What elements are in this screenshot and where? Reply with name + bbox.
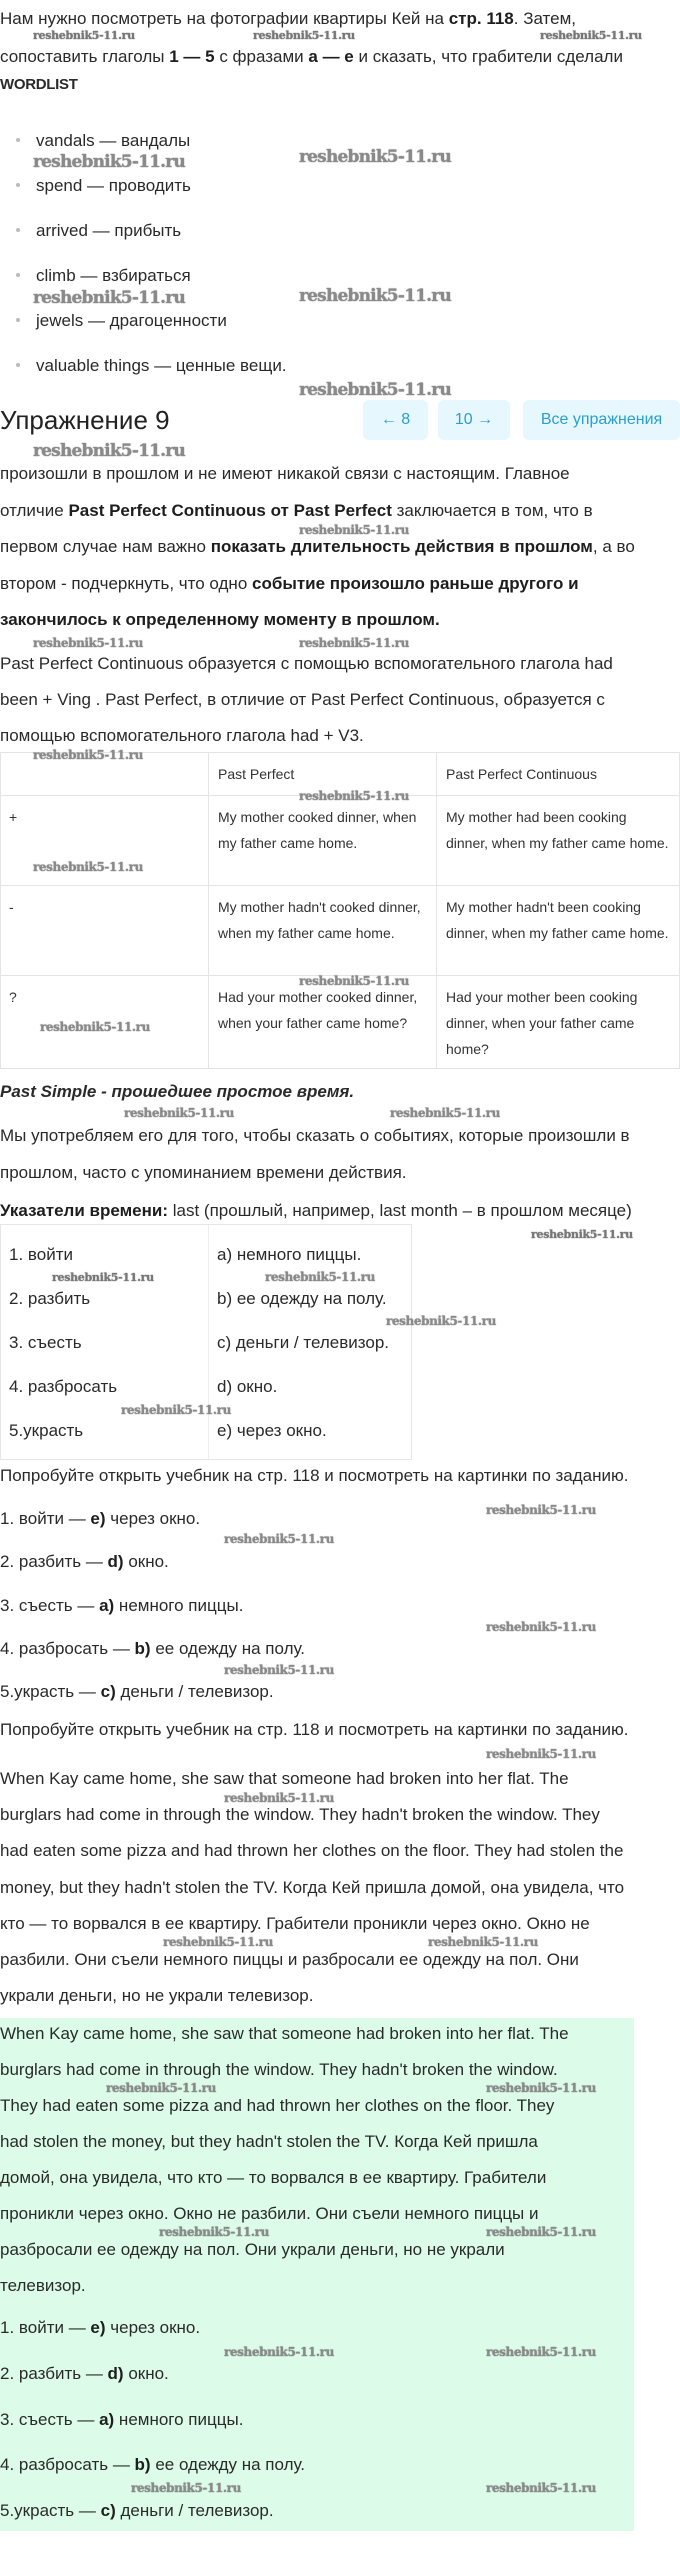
watermark: reshebnik5-11.ru [299,789,409,803]
text-segment: had eaten some pizza and had thrown her clothes on the floor. They had stolen the [0,1841,624,1861]
word-text: spend — проводить [36,176,191,195]
verb: 4. разбросать [9,1377,118,1396]
watermark: reshebnik5-11.ru [390,1106,500,1120]
answer-story-text [0,2016,569,2304]
bold-text: a) [99,1595,115,1615]
text-segment: немного пиццы. [114,1595,244,1615]
watermark: reshebnik5-11.ru [33,441,185,461]
bold-text: 1 — 5 [169,47,215,66]
watermark: reshebnik5-11.ru [253,29,355,42]
text-segment: через окно. [105,1509,201,1528]
text-segment: окно. [123,1552,169,1572]
word-item [0,343,287,388]
watermark: reshebnik5-11.ru [265,1270,375,1284]
text-line [0,2196,569,2232]
bold-text: a) [99,2409,115,2429]
text-segment: When Kay came home, she saw that someone had broken into her flat. The [0,1769,569,1788]
tense-formation [0,646,613,754]
text-segment: и сказать, что грабители сделали [353,47,623,66]
time-markers-line [0,1199,632,1223]
text-segment: had stolen the money, but they hadn't stolen the TV. Когда Кей пришла [0,2132,538,2151]
watermark: reshebnik5-11.ru [106,2081,216,2095]
text-segment: первом случае нам важно [0,537,211,557]
text-segment: 5.украсть — [0,2501,101,2521]
text-segment: 1. войти — [0,2318,91,2337]
phrase: c) деньги / телевизор. [217,1333,389,1352]
text-segment: Мы употребляем его для того, чтобы сказать о событиях, которые произошли в [0,1126,630,1145]
prev-exercise-button[interactable]: ← 8 [363,400,428,440]
text-line [0,2160,569,2196]
bold-text: e) [90,1509,106,1528]
text-segment: с фразами [214,47,309,66]
watermark: reshebnik5-11.ru [33,29,135,42]
table-cell: + [1,796,209,886]
watermark: reshebnik5-11.ru [124,1106,234,1120]
word-text: climb — взбираться [36,266,191,285]
watermark: reshebnik5-11.ru [224,1532,334,1546]
watermark: reshebnik5-11.ru [33,860,143,874]
text-segment: украли деньги, но не украли телевизор. [0,1986,314,2006]
text-segment: When Kay came home, she saw that someone had broken into her flat. The [0,2024,569,2043]
text-segment: last (прошлый, например, last month – в прошлом месяце) [168,1201,632,1220]
watermark: reshebnik5-11.ru [33,748,143,762]
text-line [0,1117,630,1154]
text-line [0,2088,569,2124]
text-segment: проникли через окно. Окно не разбили. Они съели немного пиццы и [0,2204,539,2223]
watermark: reshebnik5-11.ru [486,1620,596,1634]
text-line [0,456,635,493]
text-segment: деньги / телевизор. [115,1682,274,1702]
text-segment: отличие [0,500,69,520]
text-segment: окно. [123,2363,169,2383]
bold-text: стр. 118 [448,9,514,28]
watermark: reshebnik5-11.ru [52,1271,154,1284]
table-cell: Had your mother cooked dinner, when your father came home? [209,976,437,1069]
phrase: e) через окно. [217,1421,327,1440]
watermark: reshebnik5-11.ru [163,1935,273,1949]
bullet-icon [16,228,20,232]
bold-text: c) [100,2501,116,2521]
text-line [0,1870,624,1906]
text-line [0,1154,630,1191]
text-line [0,2124,569,2160]
watermark: reshebnik5-11.ru [486,2225,596,2239]
bold-text: Указатели времени: [0,1201,169,1220]
bold-text: закончилось к определенному моменту в прошлом. [0,610,440,630]
watermark: reshebnik5-11.ru [299,380,451,400]
watermark: reshebnik5-11.ru [428,1935,538,1949]
watermark: reshebnik5-11.ru [121,1403,231,1417]
word-text: vandals — вандалы [36,131,191,150]
text-segment: 2. разбить — [0,1552,108,1572]
bold-text: d) [107,1552,124,1572]
table-cell: My mother hadn't been cooking dinner, when my father came home. [437,886,680,976]
text-segment: прошлом, часто с упоминанием времени действия. [0,1163,407,1182]
text-segment: ее одежду на полу. [150,2455,306,2475]
text-segment: разбили. Они съели немного пиццы и разбросали ее одежду на пол. Они [0,1950,579,1970]
watermark: reshebnik5-11.ru [386,1314,496,1328]
match-row [1,1321,411,1365]
text-line [0,682,613,718]
text-segment: ее одежду на полу. [150,1638,306,1658]
text-line [0,566,635,603]
answer-list [0,2305,305,2534]
watermark: reshebnik5-11.ru [299,636,409,650]
text-line [0,38,623,76]
text-segment: кто — то ворвался в ее квартиру. Грабители проникли через окно. Окно не [0,1913,590,1933]
bold-text: показать длительность действия в прошлом [210,537,593,557]
bullet-icon [16,318,20,322]
bold-text: e) [90,2318,106,2337]
word-text: valuable things — ценные вещи. [36,356,287,375]
watermark: reshebnik5-11.ru [299,286,451,306]
watermark: reshebnik5-11.ru [540,29,642,42]
text-line [0,1978,624,2014]
text-line [0,646,613,682]
text-segment: 4. разбросать — [0,2455,135,2475]
table-cell: - [1,886,209,976]
bold-text: b) [134,1638,151,1658]
table-header-cell: Past Perfect Continuous [437,753,680,796]
verb: 3. съесть [9,1333,82,1352]
tense-explanation [0,456,635,639]
bold-text: событие произошло раньше другого и [252,573,579,593]
text-segment: немного пиццы. [114,2409,244,2429]
watermark: reshebnik5-11.ru [299,523,409,537]
bold-text: d) [107,2363,124,2383]
text-line [0,2268,569,2304]
word-item [0,208,287,253]
text-segment: разбросали ее одежду на пол. Они украли деньги, но не украли [0,2240,505,2259]
text-line [0,1540,305,1583]
watermark: reshebnik5-11.ru [486,1503,596,1517]
textbook-hint: Попробуйте открыть учебник на стр. 118 и посмотреть на картинки по заданию. [0,1466,629,1485]
bold-text: b) [134,2455,151,2475]
bold-text: c) [100,1682,116,1702]
bold-text: Past Perfect Continuous от Past Perfect [68,500,392,520]
text-segment: деньги / телевизор. [115,2501,274,2521]
table-header-cell: Past Perfect [209,753,437,796]
table-cell: My mother hadn't cooked dinner, when my father came home. [209,886,437,976]
watermark: reshebnik5-11.ru [224,2345,334,2359]
watermark: reshebnik5-11.ru [531,1228,633,1241]
text-segment: Нам нужно посмотреть на фотографии квартиры Кей на [0,9,449,28]
text-segment: 3. съесть — [0,2409,100,2429]
table-cell: My mother had been cooking dinner, when my father came home. [437,796,680,886]
table-cell: Had your mother been cooking dinner, when your father came home? [437,976,680,1069]
text-line [0,2232,569,2268]
verb: 1. войти [9,1245,73,1264]
watermark: reshebnik5-11.ru [486,1747,596,1761]
past-simple-text [0,1117,630,1191]
watermark: reshebnik5-11.ru [299,147,451,167]
watermark: reshebnik5-11.ru [224,1791,334,1805]
next-exercise-button[interactable]: 10 → [438,400,510,440]
text-line [0,2052,569,2088]
text-segment: 2. разбить — [0,2363,108,2383]
bold-text: a — e [308,47,354,66]
table-cell: ? [1,976,209,1069]
text-segment: сопоставить глаголы [0,47,170,66]
text-segment: They had eaten some pizza and had thrown her clothes on the floor. They [0,2096,555,2115]
exercise-heading: Упражнение 9 [0,405,170,435]
watermark: reshebnik5-11.ru [486,2345,596,2359]
phrase: a) немного пиццы. [217,1245,362,1264]
text-line [0,2305,305,2351]
all-exercises-button[interactable]: Все упражнения [523,400,680,440]
text-line [0,2397,305,2443]
text-segment: burglars had come in through the window. They hadn't broken the window. [0,2060,558,2079]
text-line [0,1833,624,1869]
text-segment: через окно. [105,2318,201,2337]
text-segment: произошли в прошлом и не имеют никакой связи с настоящим. Главное [0,464,570,483]
bullet-icon [16,363,20,367]
text-line [0,2016,569,2052]
text-segment: 4. разбросать — [0,1638,135,1658]
text-segment: помощью вспомогательного глагола had + V3. [0,726,364,745]
watermark: reshebnik5-11.ru [224,1663,334,1677]
watermark: reshebnik5-11.ru [299,974,409,988]
text-segment: burglars had come in through the window. They hadn't broken the window. They [0,1805,600,1825]
textbook-hint: Попробуйте открыть учебник на стр. 118 и посмотреть на картинки по заданию. [0,1720,629,1739]
watermark: reshebnik5-11.ru [33,636,143,650]
watermark: reshebnik5-11.ru [159,2225,269,2239]
watermark: reshebnik5-11.ru [486,2081,596,2095]
table-row [1,886,680,976]
watermark: reshebnik5-11.ru [33,152,185,172]
past-simple-title: Past Simple - прошедшее простое время. [0,1082,355,1101]
text-line [0,602,635,639]
text-segment: Past Perfect Continuous образуется с помощью вспомогательного глагола had [0,654,613,673]
text-segment: 5.украсть — [0,1682,101,1702]
text-segment: втором - подчеркнуть, что одно [0,573,252,593]
bullet-icon [16,138,20,142]
text-segment: телевизор. [0,2276,86,2295]
text-segment: 3. съесть — [0,1595,100,1615]
watermark: reshebnik5-11.ru [40,1020,150,1034]
watermark: reshebnik5-11.ru [486,2481,596,2495]
word-text: jewels — драгоценности [36,311,227,330]
watermark: reshebnik5-11.ru [131,2481,241,2495]
word-text: arrived — прибыть [36,221,182,240]
text-segment: . Затем, [513,9,577,28]
text-segment: money, but they hadn't stolen the TV. Когда Кей пришла домой, она увидела, что [0,1877,625,1897]
text-segment: been + Ving . Past Perfect, в отличие от Past Perfect Continuous, образуется с [0,690,605,709]
watermark: reshebnik5-11.ru [33,288,185,308]
verb: 2. разбить [9,1289,91,1308]
wordlist-title: WORDLIST [0,76,78,93]
table-cell: My mother cooked dinner, when my father came home. [209,796,437,886]
verb: 5.украсть [9,1421,84,1440]
text-line [0,2488,305,2534]
text-segment: заключается в том, что в [391,500,593,520]
answers-list [0,1497,305,1713]
matching-table [0,1224,412,1460]
text-line [0,1584,305,1627]
bullet-icon [16,183,20,187]
text-segment: домой, она увидела, что кто — то ворвался в ее квартиру. Грабители [0,2168,547,2187]
text-segment: 1. войти — [0,1509,91,1528]
text-segment: , а во [592,537,635,557]
bullet-icon [16,273,20,277]
phrase: b) ее одежду на полу. [217,1289,387,1308]
phrase: d) окно. [217,1377,278,1396]
